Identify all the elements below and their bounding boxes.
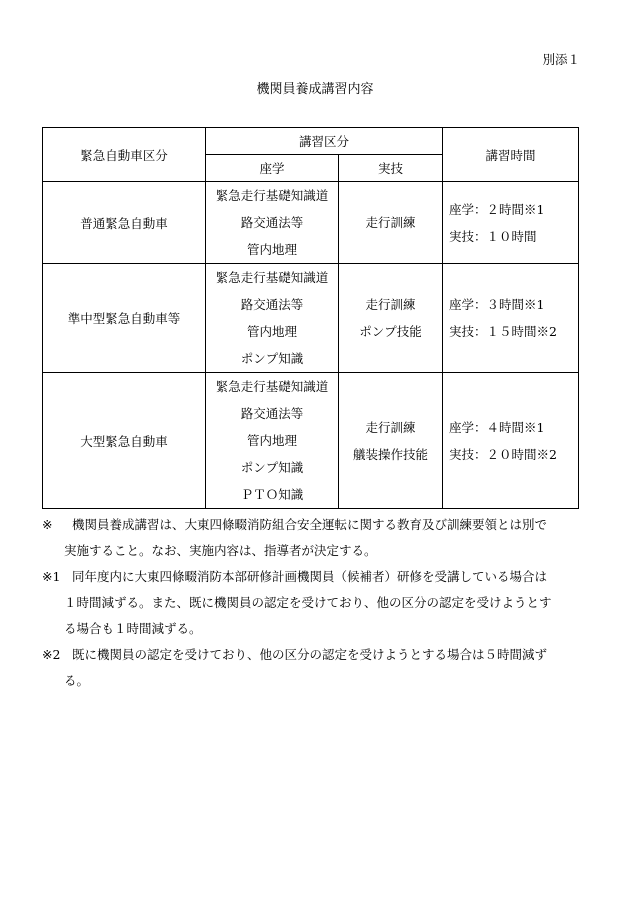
note-line: 同年度内に大東四條畷消防本部研修計画機関員（候補者）研修を受講している場合は: [72, 569, 548, 584]
classroom-item: 路交通法等: [240, 406, 304, 421]
attachment-label: 別添１: [542, 52, 580, 67]
classroom-item: ポンプ知識: [240, 460, 304, 475]
classroom-item: ＰＴＯ知識: [240, 487, 304, 502]
table-row: [43, 264, 579, 373]
classroom-cell: [206, 264, 339, 373]
header-course-division: 講習区分: [206, 128, 443, 155]
hours-item: 実技：１５時間※2: [449, 324, 557, 339]
table-row: [43, 182, 579, 264]
note-line: 実施すること。なお、実施内容は、指導者が決定する。: [64, 543, 377, 558]
practical-item: 艤装操作技能: [353, 446, 429, 462]
header-practical: 実技: [339, 155, 443, 182]
note-2: [42, 642, 590, 694]
hours-cell: [443, 264, 579, 373]
note-line: 既に機関員の認定を受けており、他の区分の認定を受けようとする場合は５時間減ず: [72, 647, 548, 662]
document-title: 機関員養成講習内容: [256, 82, 374, 97]
classroom-item: ポンプ知識: [240, 351, 304, 366]
practical-cell: [339, 373, 443, 509]
category-cell: 大型緊急自動車: [43, 373, 206, 509]
hours-cell: [443, 373, 579, 509]
classroom-item: 緊急走行基礎知識道: [215, 270, 329, 285]
classroom-item: 路交通法等: [240, 297, 304, 312]
header-hours: 講習時間: [443, 128, 579, 182]
classroom-item: 管内地理: [246, 242, 297, 257]
classroom-item: 管内地理: [246, 324, 297, 339]
header-category: 緊急自動車区分: [43, 128, 206, 182]
note-line: る場合も１時間減ずる。: [64, 621, 202, 636]
category-cell: 準中型緊急自動車等: [43, 264, 206, 373]
practical-item: ポンプ技能: [359, 324, 422, 339]
note-line: 機関員養成講習は、大東四條畷消防組合安全運転に関する教育及び訓練要領とは別で: [72, 517, 548, 532]
classroom-item: 緊急走行基礎知識道: [215, 188, 329, 203]
practical-item: 走行訓練: [365, 297, 416, 312]
note-1: [42, 564, 590, 642]
practical-cell: [339, 264, 443, 373]
header-classroom: 座学: [206, 155, 339, 182]
classroom-item: 緊急走行基礎知識道: [215, 379, 329, 394]
notes-section: [42, 512, 590, 694]
note-mark: ※2: [42, 647, 61, 662]
hours-item: 実技：２０時間※2: [449, 446, 557, 462]
hours-cell: [443, 182, 579, 264]
note-line: １時間減ずる。また、既に機関員の認定を受けており、他の区分の認定を受けようとす: [64, 595, 552, 610]
hours-item: 座学：３時間※1: [449, 297, 545, 312]
note-general: [42, 512, 590, 564]
table-row: [43, 373, 579, 509]
practical-item: 走行訓練: [365, 419, 416, 435]
note-mark: ※: [42, 517, 53, 532]
classroom-item: 管内地理: [246, 433, 297, 448]
classroom-cell: [206, 182, 339, 264]
note-line: る。: [64, 673, 90, 688]
note-mark: ※1: [42, 569, 61, 584]
practical-cell: [339, 182, 443, 264]
classroom-cell: [206, 373, 339, 509]
practical-item: 走行訓練: [365, 215, 416, 230]
hours-item: 実技：１０時間: [449, 228, 537, 244]
classroom-item: 路交通法等: [240, 215, 304, 230]
category-cell: 普通緊急自動車: [43, 182, 206, 264]
training-content-table: [42, 127, 579, 509]
hours-item: 座学：２時間※1: [449, 201, 545, 217]
hours-item: 座学：４時間※1: [449, 419, 545, 435]
